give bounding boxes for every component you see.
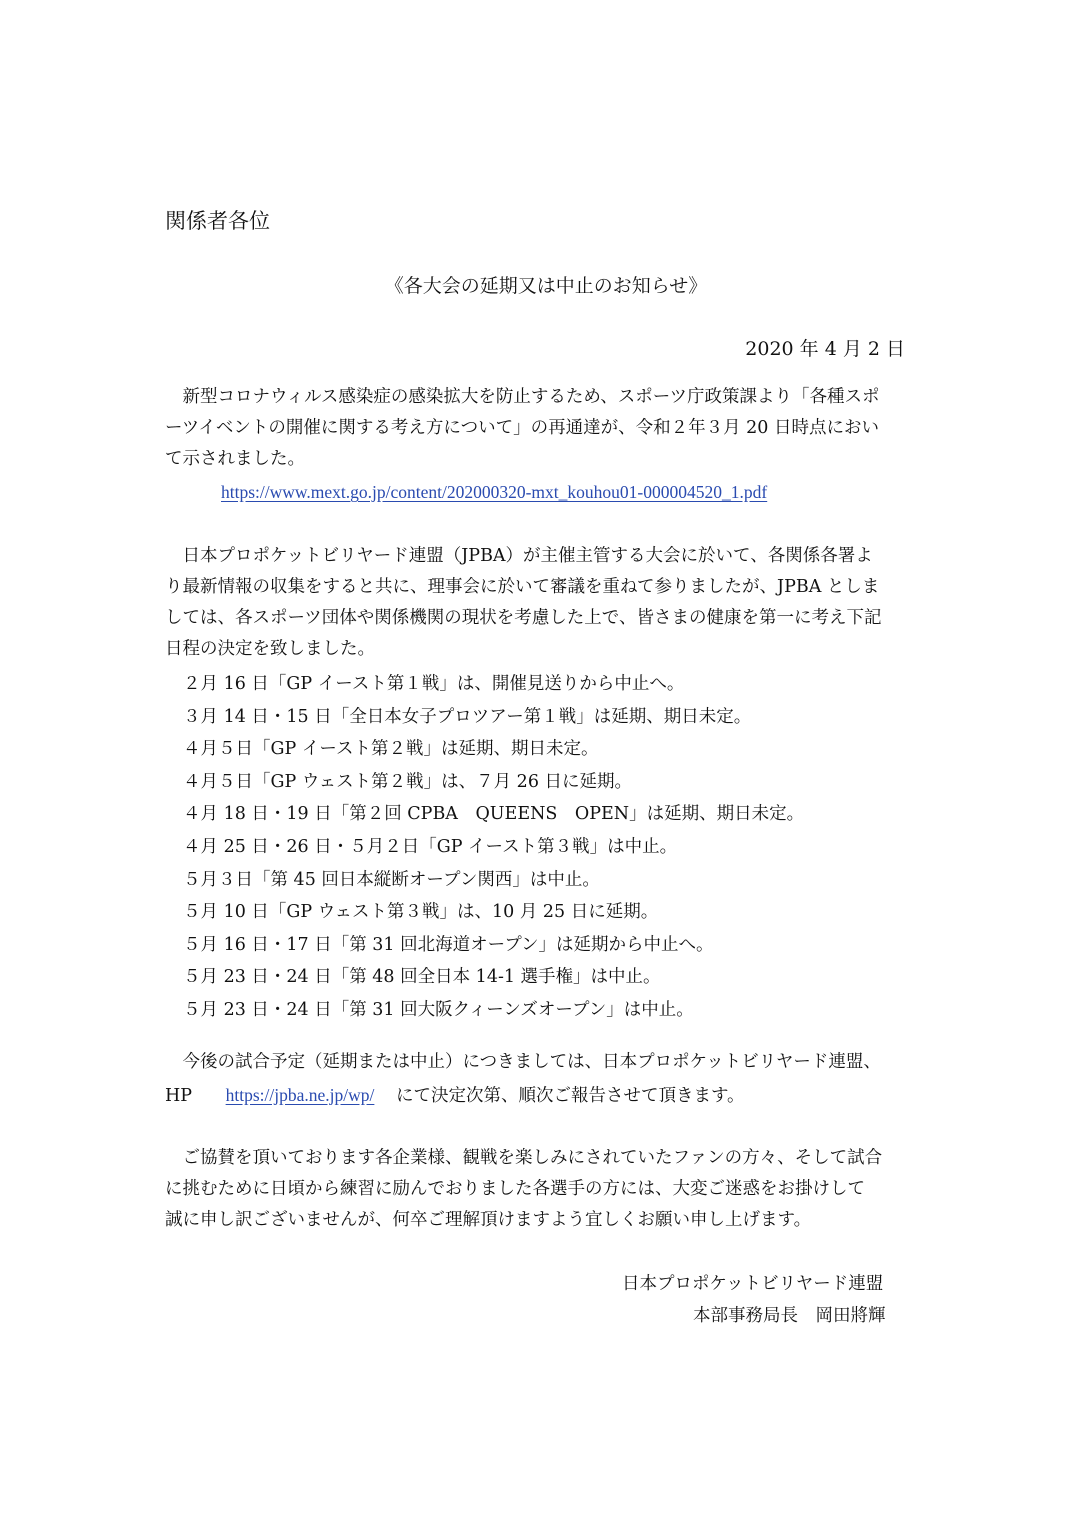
schedule-item: ４月５日「GP イースト第２戦」は延期、期日未定。: [183, 739, 599, 760]
schedule-item: ５月３日「第 45 回日本縦断オープン関西」は中止。: [183, 869, 600, 890]
mext-guideline-link[interactable]: https://www.mext.go.jp/content/202000320-mxt_kouhou01-000004520_1.pdf: [221, 482, 768, 502]
future-line: 今後の試合予定（延期または中止）につきましては、日本プロポケットビリヤード連盟、: [165, 1052, 881, 1072]
intro-paragraph: [165, 382, 917, 475]
intro-line: て示されました。: [165, 449, 305, 469]
signature-organization: 日本プロポケットビリヤード連盟: [622, 1274, 884, 1294]
notice-title: 《各大会の延期又は中止のお知らせ》: [384, 275, 708, 297]
hp-label: HP: [165, 1086, 193, 1106]
decision-line: しては、各スポーツ団体や関係機関の現状を考慮した上で、皆さまの健康を第一に考え下記: [165, 608, 882, 628]
schedule-item: ３月 14 日・15 日「全日本女子プロツアー第１戦」は延期、期日未定。: [183, 706, 752, 727]
addressee: 関係者各位: [165, 209, 270, 233]
schedule-item: ４月 25 日・26 日・５月２日「GP イースト第３戦」は中止。: [183, 836, 678, 857]
hp-line: [165, 1080, 745, 1112]
decision-line: 日本プロポケットビリヤード連盟（JPBA）が主催主管する大会に於いて、各関係各署よ: [165, 546, 873, 566]
decision-paragraph: [165, 541, 917, 665]
apology-line: に挑むために日頃から練習に励んでおりました各選手の方には、大変ご迷惑をお掛けして: [165, 1179, 865, 1199]
apology-line: ご協賛を頂いております各企業様、観戦を楽しみにされていたファンの方々、そして試合: [165, 1148, 883, 1168]
schedule-item: ５月 16 日・17 日「第 31 回北海道オープン」は延期から中止へ。: [183, 934, 714, 955]
decision-line: 日程の決定を致しました。: [165, 639, 375, 659]
schedule-item: ５月 10 日「GP ウェスト第３戦」は、10 月 25 日に延期。: [183, 902, 659, 923]
hp-suffix: にて決定次第、順次ご報告させて頂きます。: [395, 1086, 745, 1106]
schedule-list: [183, 668, 804, 1027]
schedule-item: ２月 16 日「GP イースト第１戦」は、開催見送りから中止へ。: [183, 674, 685, 694]
notice-date: 2020 年 4 月 2 日: [745, 338, 905, 360]
schedule-item: ５月 23 日・24 日「第 48 回全日本 14-1 選手権」は中止。: [183, 967, 661, 988]
apology-line: 誠に申し訳ございませんが、何卒ご理解頂けますよう宜しくお願い申し上げます。: [165, 1210, 812, 1230]
schedule-item: ４月 18 日・19 日「第２回 CPBA QUEENS OPEN」は延期、期日未定。: [183, 804, 805, 825]
future-paragraph: [165, 1047, 917, 1078]
apology-paragraph: [165, 1143, 917, 1236]
intro-line: 新型コロナウィルス感染症の感染拡大を防止するため、スポーツ庁政策課より「各種スポ: [165, 387, 880, 407]
intro-line: ーツイベントの開催に関する考え方について」の再通達が、令和２年３月 20 日時点におい: [165, 418, 879, 438]
schedule-item: ５月 23 日・24 日「第 31 回大阪クィーンズオープン」は中止。: [183, 999, 694, 1020]
decision-line: り最新情報の収集をすると共に、理事会に於いて審議を重ねて参りましたが、JPBA としま: [165, 577, 880, 597]
signature-person: 本部事務局長 岡田將輝: [693, 1306, 886, 1326]
schedule-item: ４月５日「GP ウェスト第２戦」は、７月 26 日に延期。: [183, 771, 633, 792]
mext-url-line: [221, 478, 767, 507]
jpba-website-link[interactable]: https://jpba.ne.jp/wp/: [225, 1085, 375, 1105]
